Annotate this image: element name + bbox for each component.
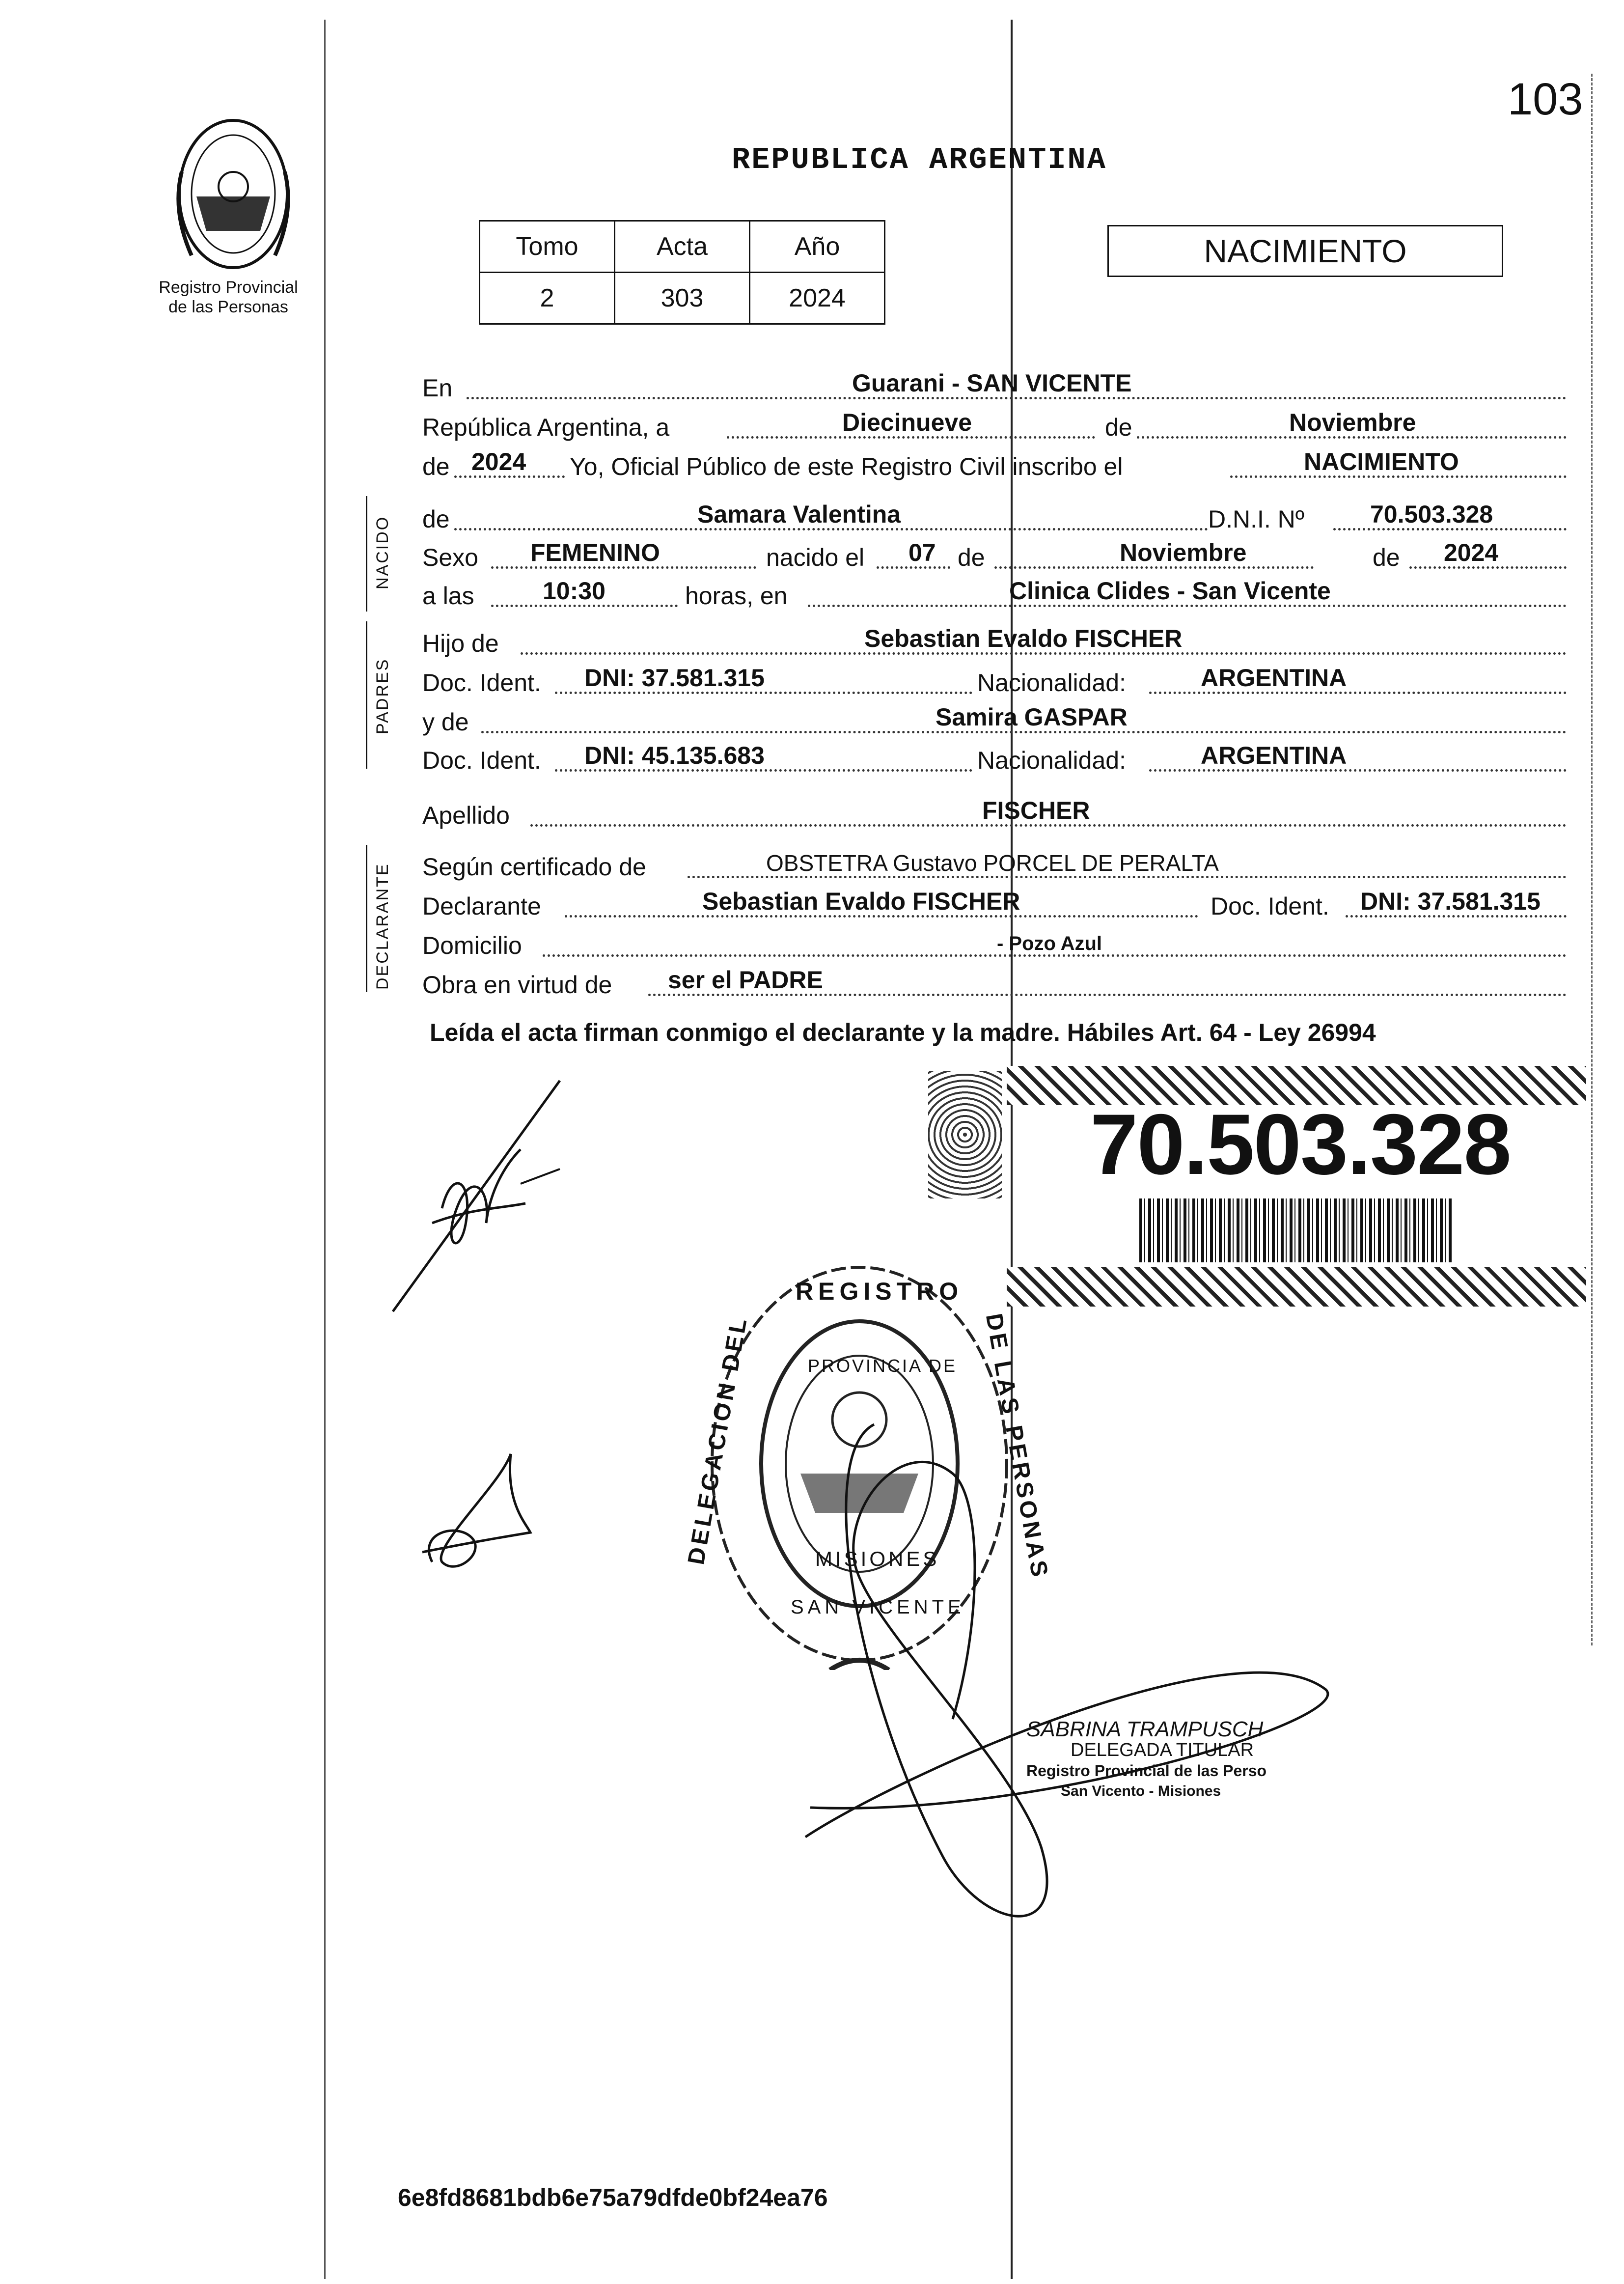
page-number: 103	[1508, 74, 1583, 124]
barcode	[1139, 1198, 1454, 1262]
row-padre	[422, 621, 1567, 661]
seal-inner-bottom: MISIONES	[815, 1547, 940, 1570]
official-title: DELEGADA TITULAR	[1071, 1740, 1254, 1760]
declarante-bracket	[366, 845, 367, 992]
value-dni: 70.503.328	[1370, 501, 1493, 528]
ref-header-acta: Acta	[615, 221, 750, 273]
seal-outer-bottom: SAN VICENTE	[791, 1596, 965, 1618]
nacido-bracket	[366, 496, 367, 612]
label-dni-no: D.N.I. Nº	[1208, 505, 1305, 533]
legend-text: Leída el acta firman conmigo el declarante y la madre. Hábiles Art. 64 - Ley 26994	[430, 1019, 1376, 1046]
row-obra	[422, 963, 1567, 1002]
value-dia-nac: 07	[908, 539, 936, 566]
official-office: Registro Provincial de las Perso	[1026, 1762, 1267, 1780]
security-pattern-bottom	[1007, 1267, 1586, 1307]
row-anio-acto	[422, 445, 1567, 484]
value-sexo: FEMENINO	[530, 539, 660, 566]
ref-value-tomo: 2	[480, 273, 615, 324]
label-de-dia: de	[958, 544, 985, 571]
row-hora	[422, 574, 1567, 613]
ref-header-anio: Año	[750, 221, 885, 273]
label-nacionalidad: Nacionalidad:	[977, 669, 1126, 696]
seal-inner-top: PROVINCIA DE	[808, 1356, 958, 1376]
label-de-anio2: de	[1373, 544, 1400, 571]
value-acto: NACIMIENTO	[1304, 448, 1459, 475]
label-apellido: Apellido	[422, 802, 510, 829]
value-madre: Samira GASPAR	[936, 703, 1128, 731]
value-lugar: Guarani - SAN VICENTE	[852, 369, 1132, 397]
side-label-padres: PADRES	[373, 658, 392, 734]
row-declarante	[422, 884, 1567, 923]
value-madre-doc: DNI: 45.135.683	[584, 742, 765, 769]
label-nacionalidad: Nacionalidad:	[977, 747, 1126, 774]
label-y-de: y de	[422, 708, 469, 736]
value-madre-nac: ARGENTINA	[1201, 742, 1347, 769]
value-declarante: Sebastian Evaldo FISCHER	[702, 888, 1020, 915]
act-type-box: NACIMIENTO	[1107, 225, 1503, 277]
label-horas-en: horas, en	[685, 582, 788, 610]
label-obra-en-virtud: Obra en virtud de	[422, 971, 612, 999]
row-certificado	[422, 845, 1567, 884]
value-domicilio: - Pozo Azul	[997, 933, 1102, 954]
seal-outer-top: REGISTRO	[796, 1278, 963, 1305]
official-name: SABRINA TRAMPUSCH	[1026, 1717, 1264, 1741]
value-padre-nac: ARGENTINA	[1201, 664, 1347, 692]
side-label-declarante: DECLARANTE	[373, 863, 392, 990]
value-padre: Sebastian Evaldo FISCHER	[864, 625, 1183, 652]
side-label-nacido: NACIDO	[373, 515, 392, 589]
document-title: REPUBLICA ARGENTINA	[732, 142, 1107, 177]
seal-outer-left: DELEGACION DEL	[683, 1313, 753, 1567]
label-de-anio: de	[422, 453, 450, 480]
label-sexo: Sexo	[422, 544, 478, 571]
label-de-nombre: de	[422, 505, 450, 533]
label-en: En	[422, 374, 453, 402]
row-fecha	[422, 405, 1567, 445]
value-apellido: FISCHER	[982, 797, 1090, 824]
label-de-mes: de	[1105, 414, 1132, 441]
dni-stamp-number: 70.503.328	[1090, 1097, 1511, 1193]
value-mes-nac: Noviembre	[1120, 539, 1247, 566]
row-lugar	[422, 366, 1567, 405]
label-hijo-de: Hijo de	[422, 630, 499, 657]
ref-value-anio: 2024	[750, 273, 885, 324]
label-domicilio: Domicilio	[422, 932, 522, 959]
label-nacido-el: nacido el	[766, 544, 865, 571]
right-margin-line	[1591, 74, 1594, 1645]
dni-stamp	[928, 1066, 1586, 1307]
issuer-seal	[162, 113, 304, 275]
value-anio: 2024	[471, 448, 526, 475]
label-a-las: a las	[422, 582, 474, 610]
value-nombre: Samara Valentina	[697, 501, 901, 528]
row-sexo	[422, 535, 1567, 575]
label-doc-ident-declarante: Doc. Ident.	[1211, 892, 1329, 920]
row-madre-doc	[422, 738, 1567, 778]
official-signature	[796, 1415, 1350, 1935]
value-lugar-nac: Clinica Clides - San Vicente	[1009, 577, 1331, 605]
row-nombre	[422, 497, 1567, 536]
issuer-name-line2: de las Personas	[168, 298, 288, 316]
reference-table	[479, 220, 885, 325]
value-certificado: OBSTETRA Gustavo PORCEL DE PERALTA	[766, 850, 1219, 876]
label-doc-ident: Doc. Ident.	[422, 747, 541, 774]
label-declarante: Declarante	[422, 892, 541, 920]
value-hora: 10:30	[543, 577, 606, 605]
ref-value-acta: 303	[615, 273, 750, 324]
row-domicilio	[422, 923, 1567, 963]
official-stamp	[1026, 1719, 1331, 1802]
label-segun-certificado: Según certificado de	[422, 853, 646, 881]
row-padre-doc	[422, 661, 1567, 700]
seal-outer-right: DE LAS PERSONAS	[980, 1311, 1053, 1582]
row-madre	[422, 700, 1567, 739]
value-anio-nac: 2024	[1444, 539, 1499, 566]
mother-signature	[413, 1434, 550, 1591]
label-doc-ident: Doc. Ident.	[422, 669, 541, 696]
issuer-name	[147, 278, 309, 317]
row-apellido	[422, 793, 1567, 833]
value-declarante-doc: DNI: 37.581.315	[1360, 888, 1541, 915]
value-obra: ser el PADRE	[668, 966, 823, 994]
ref-header-tomo: Tomo	[480, 221, 615, 273]
issuer-name-line1: Registro Provincial	[159, 278, 298, 297]
value-dia-letras: Diecinueve	[842, 409, 972, 436]
province-seal-icon	[162, 113, 304, 275]
label-yo-oficial: Yo, Oficial Público de este Registro Civil inscribo el	[570, 453, 1123, 480]
security-pattern-left	[928, 1071, 1002, 1198]
official-location: San Vicento - Misiones	[1061, 1783, 1221, 1799]
left-margin-line	[324, 20, 326, 2279]
label-republica: República Argentina, a	[422, 414, 670, 441]
padres-bracket	[366, 621, 367, 769]
document-hash: 6e8fd8681bdb6e75a79dfde0bf24ea76	[398, 2184, 828, 2211]
value-padre-doc: DNI: 37.581.315	[584, 664, 765, 692]
declarant-signature	[373, 1061, 648, 1316]
value-mes: Noviembre	[1289, 409, 1416, 436]
